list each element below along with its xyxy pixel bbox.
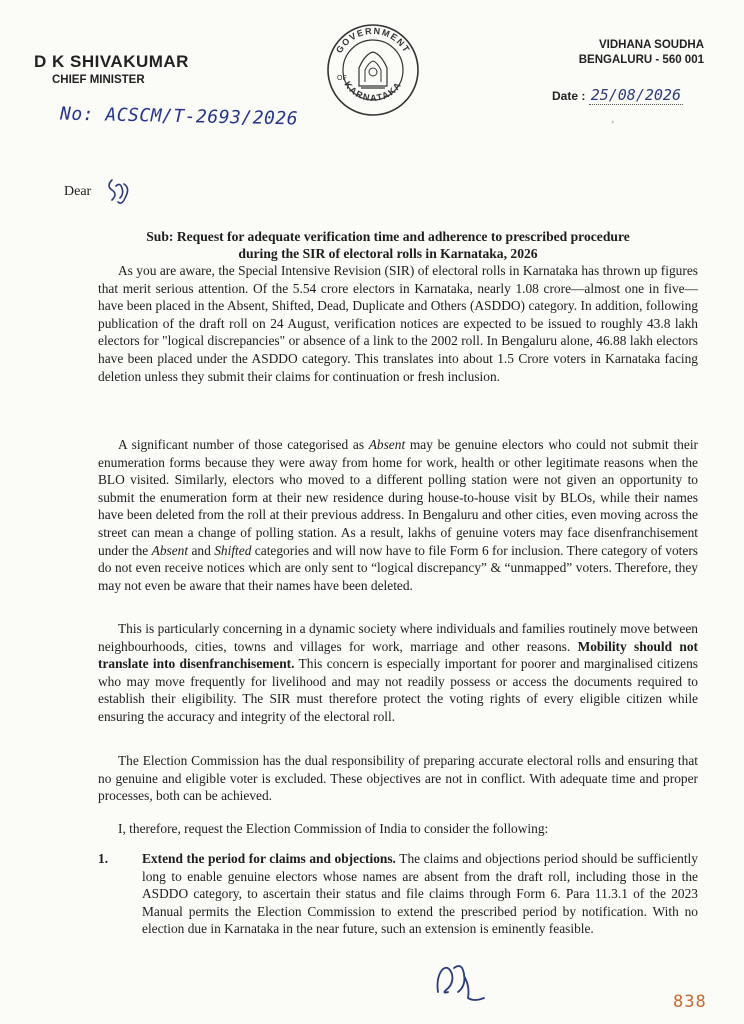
paragraph-3-bold: Mobility should not translate into disenfranchisement. — [98, 638, 698, 672]
paragraph-2-absent-2: Absent — [151, 542, 189, 558]
paragraph-2-shifted: Shifted — [214, 542, 252, 558]
paragraph-2-absent: Absent — [368, 437, 406, 452]
paragraph-5 — [118, 820, 688, 838]
paragraph-3 — [98, 620, 698, 726]
address-line-1: VIDHANA SOUDHA — [599, 39, 704, 51]
paragraph-2-text-b: may be genuine electors who could not submit their enumeration forms because they were away from home for work, health or other legitimate reasons when the BLO visited. Similarly, electors who moved to a different polling station were not given an opportunity to submit the enumeration form at their new residence during house-to-house visit by BLOs, while their names have been deleted from the roll at their previous address. In Bengaluru and other cities, even moving across the street can mean a change of polling station. As a result, lakhs of genuine voters may face disenfranchisement under the — [98, 437, 698, 558]
svg-text:OF: OF — [337, 75, 347, 82]
reference-number: No: ACSCM/T-2693/2026 — [59, 103, 299, 130]
paragraph-4 — [98, 752, 698, 805]
paragraph-2-and: and — [188, 542, 215, 558]
paragraph-3-text-a: This is particularly concerning in a dynamic society where individuals and families routinely move between neighbourhoods, cities, towns and villages for work, marriage and other reasons. — [98, 621, 698, 654]
point-number: 1. — [98, 851, 109, 866]
svg-text:GOVERNMENT: GOVERNMENT — [333, 25, 413, 55]
page-number-stamp: 838 — [673, 992, 707, 1012]
date-value: 25/08/2026 — [590, 86, 681, 104]
date-label: Date : — [552, 89, 586, 103]
subject-line: Sub: Request for adequate verification time and adherence to prescribed procedure during the SIR of electoral rolls in Karnataka, 2026 — [146, 229, 630, 261]
date-line — [552, 86, 683, 104]
paragraph-3-text-b: This concern is especially important for poorer and marginalised citizens who may move frequently for livelihood and may not readily possess or access the documents required to establish their eligibility. The SIR must therefore protect the voting rights of every eligible citizen while ensuring the accuracy and integrity of the electoral roll. — [98, 656, 698, 724]
handwritten-salutation-signature-icon — [104, 174, 138, 208]
paragraph-5-text: I, therefore, request the Election Commission of India to consider the following: — [118, 821, 549, 836]
paragraph-2 — [98, 436, 698, 594]
paragraph-1-text: As you are aware, the Special Intensive Revision (SIR) of electoral rolls in Karnataka has thrown up figures that merit serious attention. Of the 5.54 crore electors in Karnataka, nearly 1.08 crore—almost one in five—have been placed in the Absent, Shifted, Dead, Duplicate and Others (ASDDO) category. In addition, following publication of the draft roll on 24 August, verification notices are expected to be issued to roughly 43.8 lakh electors for "logical discrepancies" or absence of a link to the 2002 roll. In Bengaluru alone, 46.88 lakh electors have been placed under the ASDDO category. This translates into about 1.5 Crore voters in Karnataka facing deletion unless they submit their claims for continuation or fresh inclusion. — [98, 263, 698, 384]
paragraph-1 — [98, 262, 698, 385]
paragraph-2-text-a: A significant number of those categorised as — [118, 437, 369, 452]
address-line-2: BENGALURU - 560 001 — [578, 54, 704, 66]
point-heading: Extend the period for claims and objections. — [142, 851, 396, 866]
tick-mark: ' — [612, 120, 614, 131]
salutation: Dear — [64, 184, 92, 199]
point-body — [142, 850, 698, 938]
office-address — [579, 38, 704, 68]
sender-role: CHIEF MINISTER — [52, 74, 145, 86]
sender-name: D K SHIVAKUMAR — [34, 52, 189, 71]
sender-block — [34, 52, 189, 86]
handwritten-initials-icon — [432, 958, 488, 1006]
point-text: The claims and objections period should be sufficiently long to enable genuine electors whose names are absent from the draft roll, including those in the ASDDO category, to ascertain their status and file claims through Form 6. Para 11.3.1 of the 2023 Manual permits the Election Commission to extend the prescribed period by notification. With no election due in Karnataka in the near future, such an extension is eminently feasible. — [142, 851, 698, 937]
svg-text:KARNATAKA: KARNATAKA — [342, 79, 404, 104]
government-seal-icon — [325, 22, 421, 118]
paragraph-4-text: The Election Commission has the dual responsibility of preparing accurate electoral rolls and ensuring that no genuine and eligible voter is excluded. These objectives are not in conflict. With adequate time and proper processes, both can be achieved. — [98, 753, 698, 804]
request-point-1 — [98, 850, 698, 938]
paragraph-2-text-c: categories and will now have to file Form 6 for inclusion. There category of voters do not even receive notices which are only sent to “logical discrepancy” & “unmapped” voters. Therefore, they may not even be aware that their names have been deleted. — [98, 542, 699, 593]
